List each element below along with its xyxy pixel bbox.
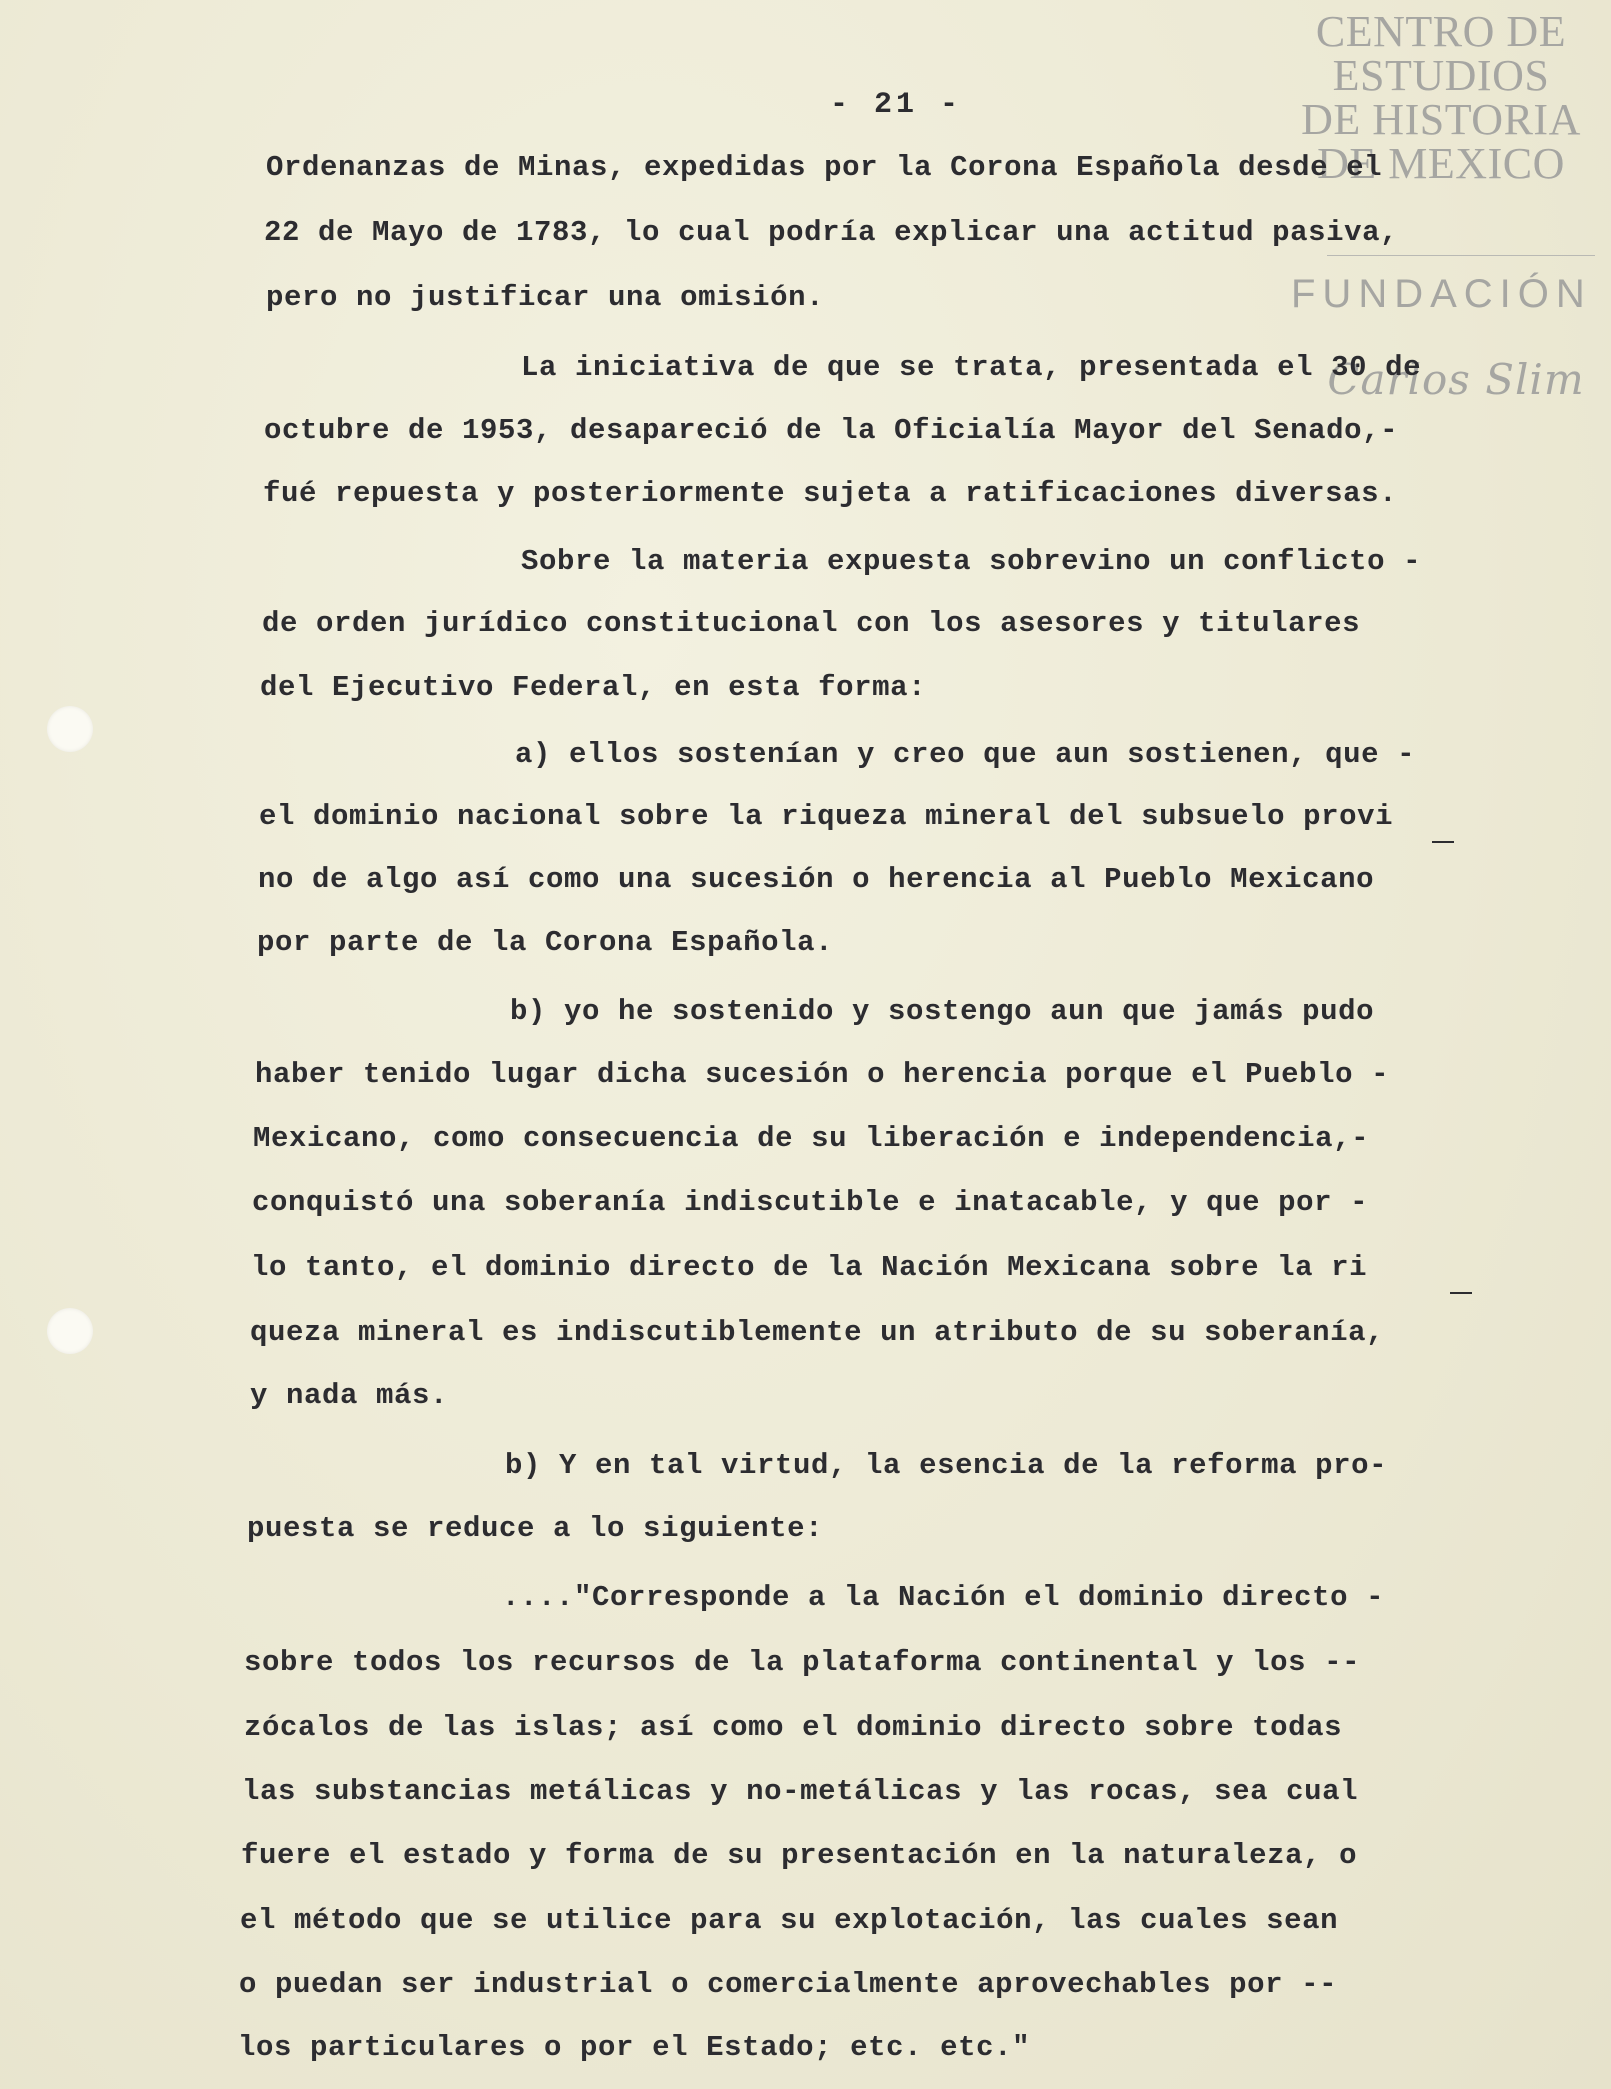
watermark-foundation: FUNDACIÓN (1291, 272, 1592, 316)
underline-mark (1450, 1292, 1472, 1294)
text-line: Sobre la materia expuesta sobrevino un conflicto - (521, 545, 1422, 578)
watermark-line: DE HISTORIA (1301, 95, 1581, 144)
text-line: los particulares o por el Estado; etc. etc." (238, 2031, 1031, 2064)
text-line: octubre de 1953, desapareció de la Oficialía Mayor del Senado,- (264, 414, 1399, 447)
watermark-line: ESTUDIOS (1332, 51, 1550, 100)
text-line: sobre todos los recursos de la plataforma continental y los -- (244, 1646, 1361, 1679)
text-line: el método que se utilice para su explotación, las cuales sean (240, 1904, 1339, 1937)
text-line: haber tenido lugar dicha sucesión o herencia porque el Pueblo - (255, 1058, 1390, 1091)
text-line: pero no justificar una omisión. (266, 281, 825, 314)
text-line: puesta se reduce a lo siguiente: (247, 1512, 824, 1545)
text-line: queza mineral es indiscutiblemente un atributo de su soberanía, (250, 1316, 1385, 1349)
text-line: fué repuesta y posteriormente sujeta a ratificaciones diversas. (263, 477, 1398, 510)
text-line: a) ellos sostenían y creo que aun sostienen, que - (515, 738, 1416, 771)
watermark-signature: Carlos Slim (1327, 355, 1585, 404)
text-line: de orden jurídico constitucional con los asesores y titulares (262, 607, 1361, 640)
text-line: o puedan ser industrial o comercialmente aprovechables por -- (239, 1968, 1338, 2001)
text-line: no de algo así como una sucesión o herencia al Pueblo Mexicano (258, 863, 1375, 896)
punch-hole-top (47, 706, 93, 752)
page-number: - 21 - (830, 88, 963, 122)
text-line: b) Y en tal virtud, la esencia de la reforma pro- (505, 1449, 1388, 1482)
text-line: Ordenanzas de Minas, expedidas por la Corona Española desde el (266, 151, 1383, 184)
punch-hole-bottom (47, 1308, 93, 1354)
text-line: ...."Corresponde a la Nación el dominio directo - (502, 1581, 1385, 1614)
underline-mark (1432, 841, 1454, 843)
text-line: conquistó una soberanía indiscutible e inatacable, y que por - (252, 1186, 1369, 1219)
text-line: zócalos de las islas; así como el dominio directo sobre todas (244, 1711, 1343, 1744)
watermark-divider (1327, 255, 1595, 256)
text-line: fuere el estado y forma de su presentación en la naturaleza, o (241, 1839, 1358, 1872)
text-line: y nada más. (250, 1379, 449, 1412)
text-line: La iniciativa de que se trata, presentada el 30 de (521, 351, 1422, 384)
text-line: 22 de Mayo de 1783, lo cual podría explicar una actitud pasiva, (264, 216, 1399, 249)
text-line: del Ejecutivo Federal, en esta forma: (260, 671, 927, 704)
text-line: por parte de la Corona Española. (257, 926, 834, 959)
text-line: las substancias metálicas y no-metálicas y las rocas, sea cual (242, 1775, 1359, 1808)
watermark-line: CENTRO DE (1315, 7, 1567, 56)
text-line: Mexicano, como consecuencia de su liberación e independencia,- (253, 1122, 1370, 1155)
watermark-line: DE MEXICO (1317, 139, 1565, 188)
text-line: el dominio nacional sobre la riqueza mineral del subsuelo provi (259, 800, 1394, 833)
text-line: lo tanto, el dominio directo de la Nación Mexicana sobre la ri (251, 1251, 1368, 1284)
text-line: b) yo he sostenido y sostengo aun que jamás pudo (510, 995, 1375, 1028)
